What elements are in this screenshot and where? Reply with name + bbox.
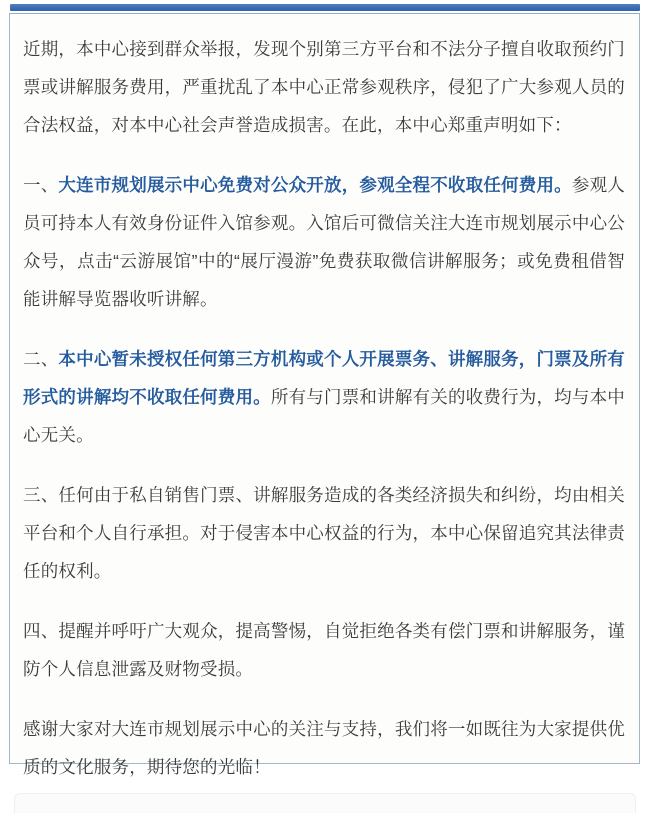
bottom-panel	[14, 793, 636, 813]
item-number-3: 三、	[23, 485, 59, 505]
closing-text: 感谢大家对大连市规划展示中心的关注与支持，我们将一如既往为大家提供优质的文化服务，期待您的光临！	[23, 719, 625, 777]
item-number-4: 四、	[23, 621, 59, 641]
closing-paragraph	[23, 710, 625, 786]
item-body-1: 参观人员可持本人有效身份证件入馆参观。入馆后可微信关注大连市规划展示中心公众号，点击“云游展馆”中的“展厅漫游”免费获取微信讲解服务；或免费租借智能讲解导览器收听讲解。	[23, 175, 625, 309]
announcement-content	[10, 14, 639, 786]
intro-text: 近期，本中心接到群众举报，发现个别第三方平台和不法分子擅自收取预约门票或讲解服务费用，严重扰乱了本中心正常参观秩序，侵犯了广大参观人员的合法权益，对本中心社会声誉造成损害。在此，本中心郑重声明如下：	[23, 39, 625, 135]
top-accent-bar	[10, 4, 640, 11]
item-body-2: 所有与门票和讲解有关的收费行为，均与本中心无关。	[23, 387, 625, 445]
item-body-3: 任何由于私自销售门票、讲解服务造成的各类经济损失和纠纷，均由相关平台和个人自行承担。对于侵害本中心权益的行为，本中心保留追究其法律责任的权利。	[23, 485, 625, 581]
item-number-2: 二、	[23, 349, 59, 369]
announcement-item-2	[23, 340, 625, 454]
item-body-4: 提醒并呼吁广大观众，提高警惕，自觉拒绝各类有偿门票和讲解服务，谨防个人信息泄露及财物受损。	[23, 621, 625, 679]
item-highlight-1: 大连市规划展示中心免费对公众开放，参观全程不收取任何费用。	[58, 175, 572, 195]
item-highlight-2: 本中心暂未授权任何第三方机构或个人开展票务、讲解服务，门票及所有形式的讲解均不收取任何费用。	[23, 349, 625, 407]
announcement-item-3	[23, 476, 625, 590]
item-number-1: 一、	[23, 175, 59, 195]
announcement-item-1	[23, 166, 625, 318]
announcement-item-4	[23, 612, 625, 688]
intro-paragraph	[23, 30, 625, 144]
announcement-card	[9, 13, 640, 777]
